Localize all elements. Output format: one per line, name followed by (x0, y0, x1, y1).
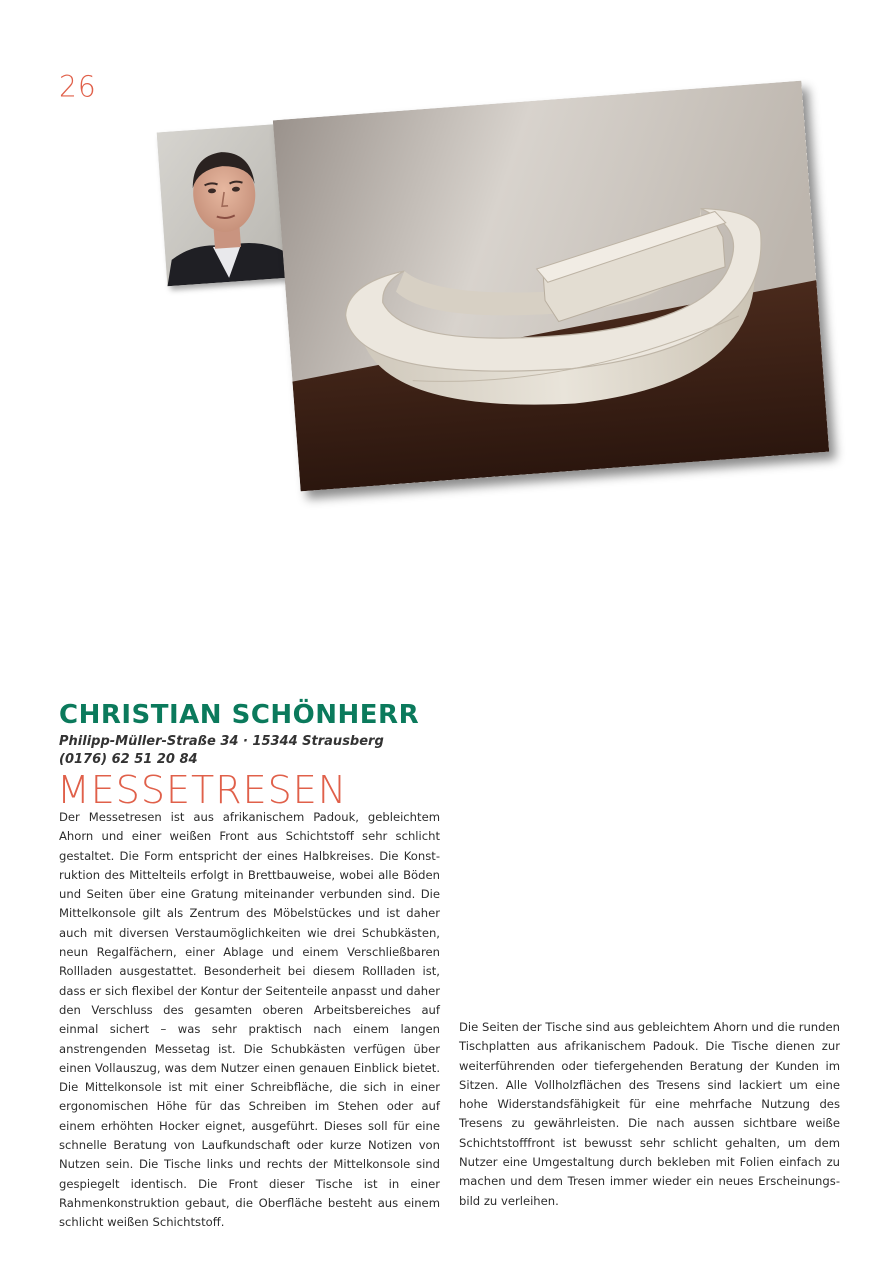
body-text-right-column: Die Seiten der Tische sind aus gebleichtem Ahorn und die runden Tischplatten aus afrikanischem Padouk. Die Tische dienen zur weiterführenden oder tiefergehenden Beratung der Kunden im Sitzen. Alle Vollholzflächen des Tresens sind lackiert um eine hohe Widerstandsfähigkeit für eine mehrfache Nutzung des Tresens zu gewährleisten. Die nach aussen sichtbare weiße Schichtstofffront ist bewusst sehr schlicht gehalten, um dem Nutzer eine Umgestaltung durch bekleben mit Folien einfach zu machen und dem Tresen immer wieder ein neues Erscheinungsbild zu verleihen. (459, 1020, 840, 1208)
designer-portrait-photo (157, 124, 293, 286)
project-title: MESSETRESEN (57, 768, 348, 812)
designer-phone: (0176) 62 51 20 84 (59, 752, 198, 767)
product-photo-counter (273, 81, 829, 492)
designer-name: CHRISTIAN SCHÖNHERR (59, 700, 420, 730)
contact-block (59, 733, 384, 769)
designer-address: Philipp-Müller-Straße 34 · 15344 Strausberg (59, 734, 384, 749)
body-text-left-column: Der Messetresen ist aus afrikanischem Padouk, gebleichtem Ahorn und einer weißen Front aus Schichtstoff sehr schlicht gestaltet. Die Form entspricht der eines Halbkreises. Die Konstruktion des Mittelteils erfolgt in Brettbauweise, wobei alle Böden und Seiten über eine Gratung miteinander verbunden sind. Die Mittelkonsole gilt als Zentrum des Möbelstückes und ist daher auch mit diversen Verstaumöglichkeiten wie drei Schubkästen, neun Regalfächern, einer Ablage und einem Verschließbaren Rollladen ausgestattet. Besonderheit bei diesem Rollladen ist, dass er sich flexibel der Kontur der Seitenteile anpasst und daher den Verschluss des gesamten oberen Arbeitsbereiches auf einmal sichert – was sehr praktisch nach einem langen anstrengenden Messetag ist. Die Schubkästen verfügen über einen Vollauszug, was dem Nutzer einen genauen Einblick bietet. Die Mittelkonsole ist mit einer Schreibfläche, die sich in einer ergonomischen Höhe für das Schreiben im Stehen oder auf einem erhöhten Hocker eignet, ausgeführt. Dieses soll für eine schnelle Beratung von Laufkundschaft oder kurze Notizen von Nutzen sein. Die Tische links und rechts der Mittelkonsole sind gespiegelt identisch. Die Front dieser Tische ist in einer Rahmenkonstruktion gebaut, die Oberfläche besteht aus einem schlicht weißen Schichtstoff. (59, 810, 440, 1230)
page-number: 26 (59, 69, 97, 104)
